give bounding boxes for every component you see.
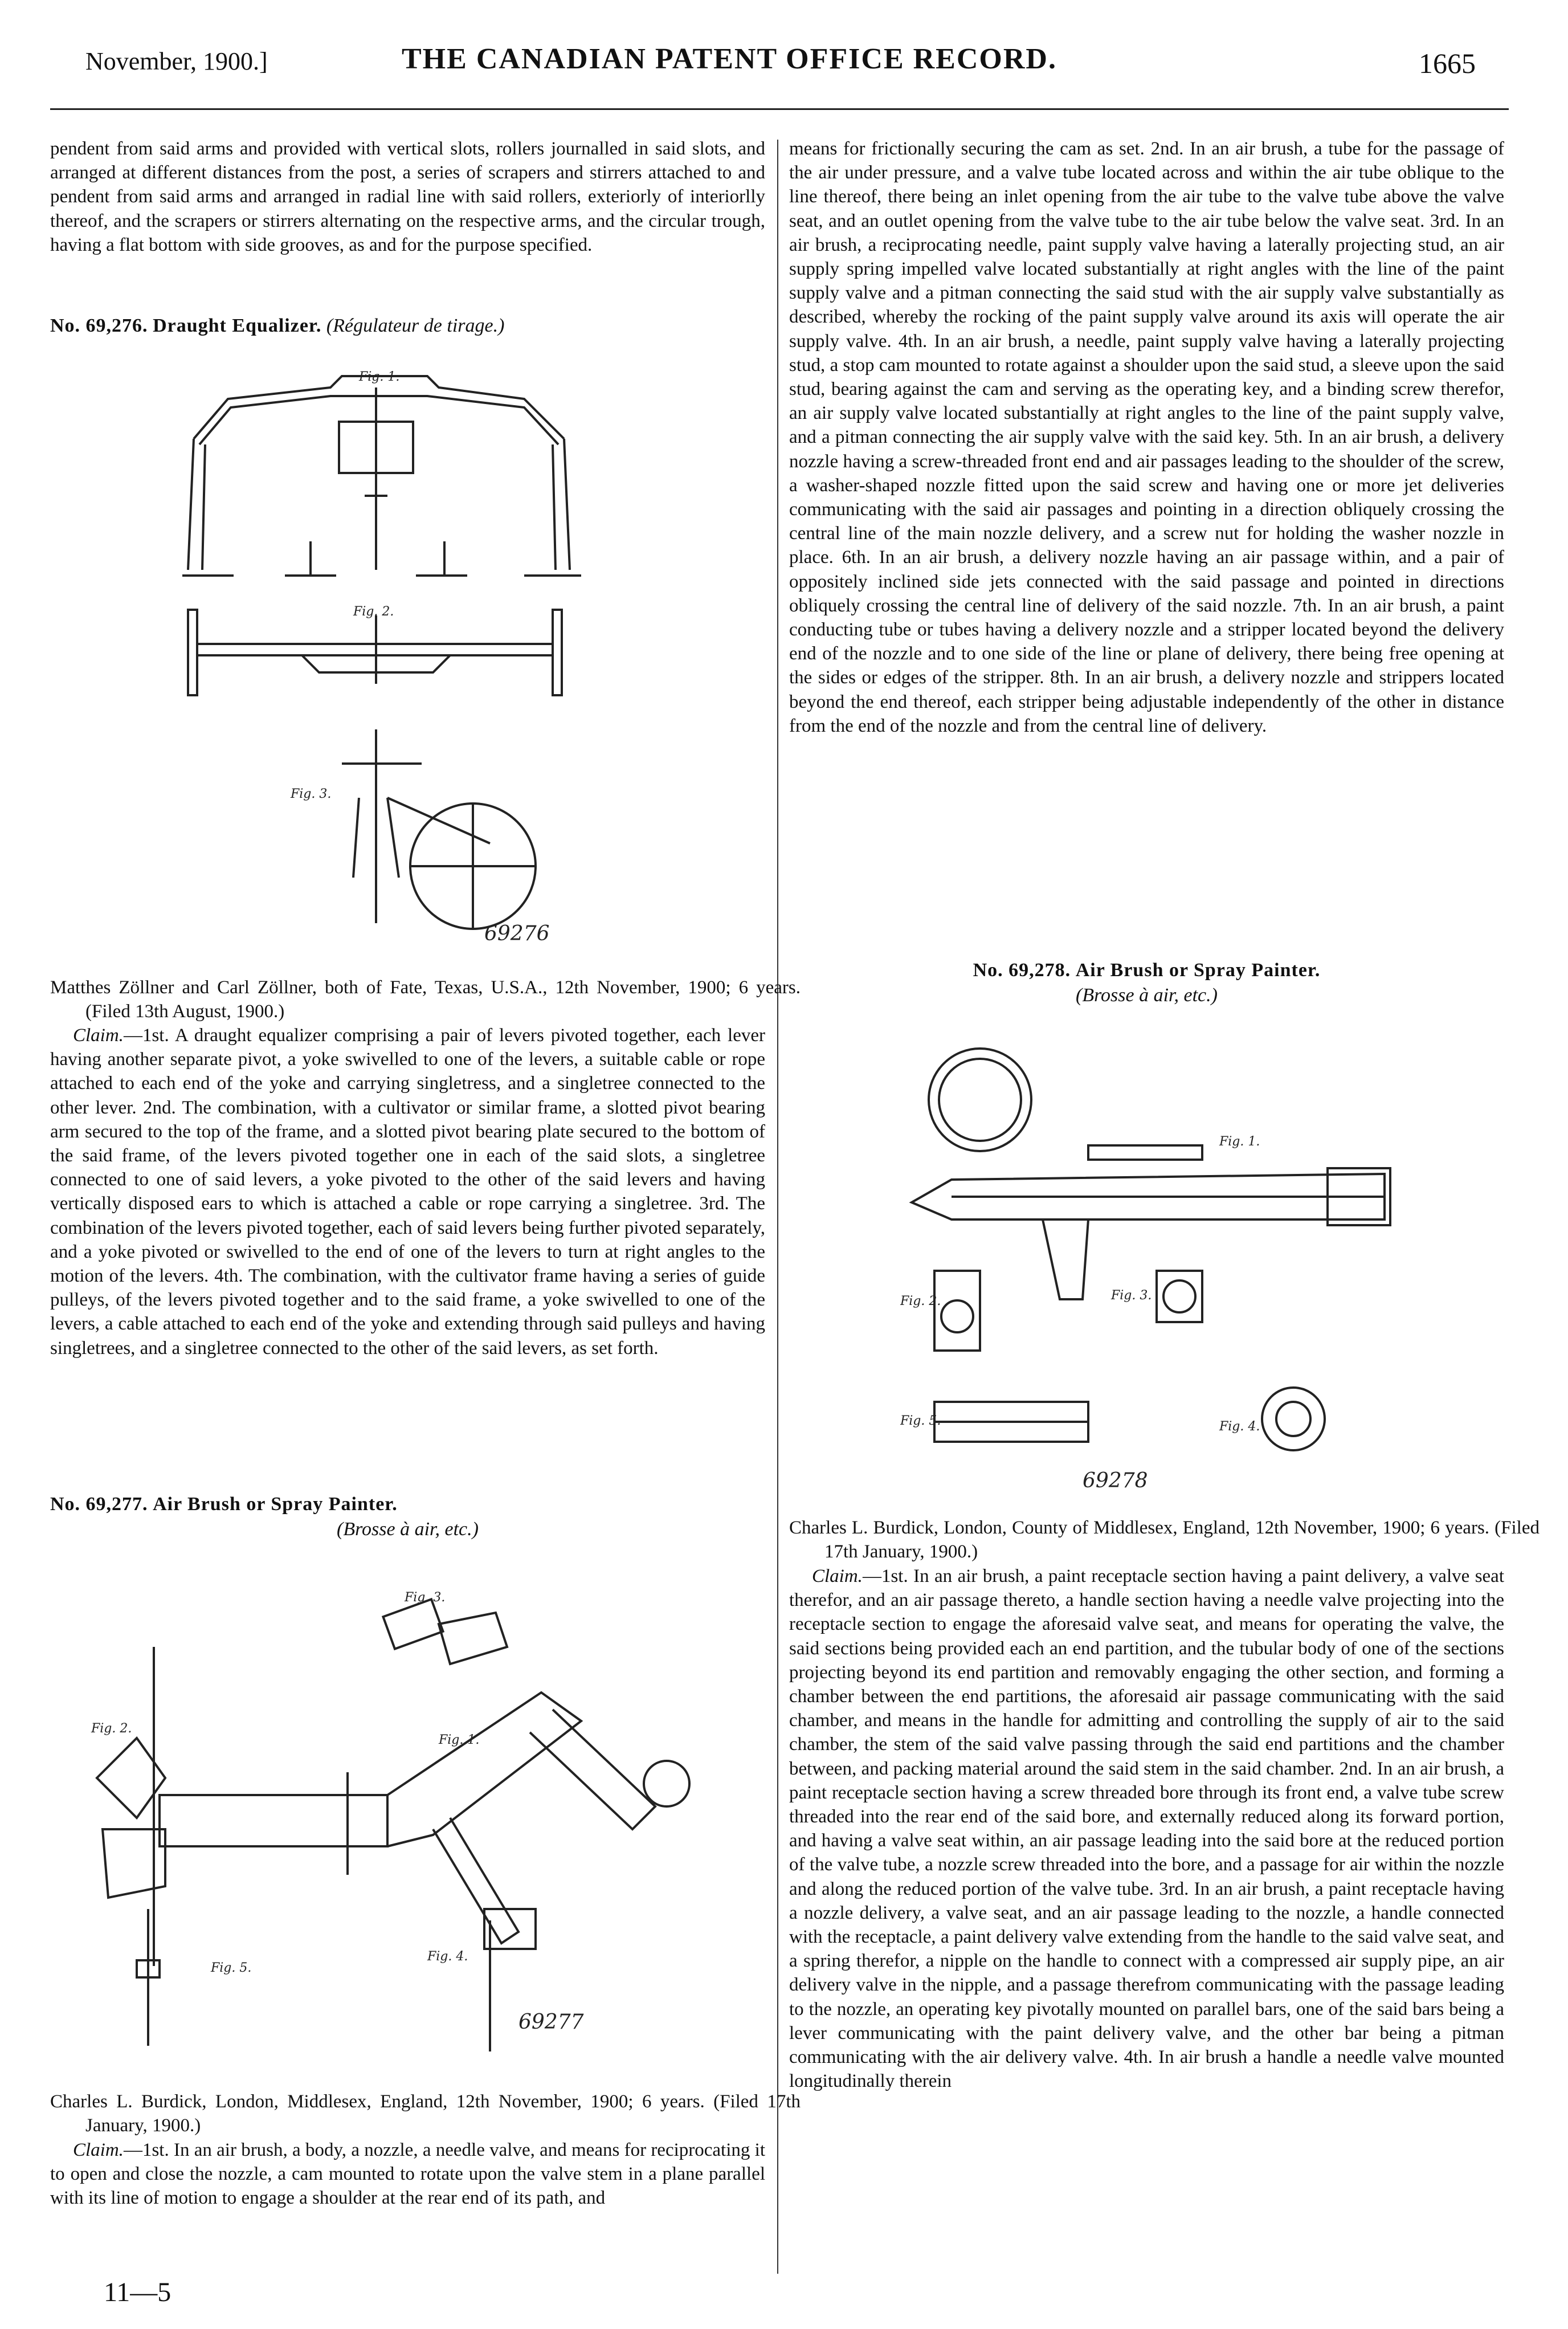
claim-label: Claim.: [73, 1025, 124, 1046]
patent-number: No. 69,277.: [50, 1494, 148, 1515]
fig-label: Fig. 4.: [1219, 1420, 1260, 1434]
claim-text: —1st. A draught equalizer comprising a pair of levers pivoted together, each lever having another separate pivot, a yoke swivelled to one of the levers, a suitable cable or rope attached to each end of the yoke and carrying singletress, and a singletree connected to the other lever. 2nd. The combination, with a cultivator or similar frame, a slotted pivot bearing arm secured to the top of the frame, and a slotted pivot bearing plate secured to the bottom of the said frame, of the levers pivoted together one in each of the said slots, a singletree connected to one of said levers, a yoke pivoted to the other of the said levers and having vertically disposed ears to which is attached a cable or rope carrying a singletree. 3rd. The combination of the levers pivoted together, each of said levers being further pivoted separately, and a yoke pivoted or swivelled to the end of one of the levers to turn at right angles to the motion of the levers. 4th. The combination, with the cultivator frame having a series of guide pulleys, of the levers pivoted together and to the said frame, a yoke swivelled to one of the levers, a cable attached to each end of the yoke and extending through said pulleys and having singletrees, and a singletree connected to the other of the said levers, as set forth.: [50, 1025, 765, 1359]
figure-caption: 69277: [518, 2010, 584, 2034]
left-continuation-text: [50, 137, 765, 257]
fig-label: Fig. 1.: [359, 370, 400, 384]
patent-69277-claim: [50, 2138, 765, 2210]
patent-title: Air Brush or Spray Painter.: [1075, 960, 1321, 981]
fig-label: Fig. 5.: [900, 1414, 941, 1428]
patent-69276-inventors: Matthes Zöllner and Carl Zöllner, both of Fate, Texas, U.S.A., 12th November, 1900; 6 years. (Filed 13th August, 1900.): [50, 977, 801, 1022]
patent-69277-inventors: Charles L. Burdick, London, Middlesex, England, 12th November, 1900; 6 years. (Filed 17th January, 1900.): [50, 2091, 801, 2136]
patent-69276-heading: [50, 315, 765, 337]
fig-label: Fig. 3.: [405, 1590, 446, 1605]
patent-number: No. 69,278.: [973, 960, 1071, 981]
patent-title: Air Brush or Spray Painter.: [153, 1494, 398, 1515]
header-date: November, 1900.]: [85, 47, 268, 75]
figure-caption: 69276: [484, 922, 550, 945]
fig-label: Fig. 3.: [291, 787, 332, 801]
draught-equalizer-figure: [171, 365, 638, 952]
patent-69278-french: [789, 984, 1504, 1007]
continuation-paragraph: means for frictionally securing the cam as set. 2nd. In an air brush, a tube for the passage of the air under pressure, and a valve tube located across and within the air tube oblique to the line thereof, there being an inlet opening from the air tube to the valve tube above the valve seat, and an outlet opening from the valve tube to the air tube below the valve seat. 3rd. In an air brush, a reciprocating needle, paint supply valve having a laterally projecting stud, an air supply spring impelled valve located substantially at right angles with the line of the paint supply valve and a pitman connecting the said stud with the air supply valve substantially as described, whereby the rocking of the paint supply valve around its axis will operate the air supply valve. 4th. In an air brush, a needle, paint supply valve having a laterally projecting stud, a stop cam mounted to rotate against a shoulder upon the said stud, a sleeve upon the said stud, bearing against the cam and serving as the operating key, and a binding screw therefor, an air supply valve located substantially at right angles to the line of the paint supply valve, and a pitman connecting the air supply valve with the said key. 5th. In an air brush, a delivery nozzle having a screw-threaded front end and air passages leading to the shoulder of the screw, a washer-shaped nozzle fitted upon the said screw and having one or more jet deliveries communicating with the said air passages and pointing in a direction obliquely crossing the central line of the main nozzle delivery, and a screw nut for holding the washer nozzle in place. 6th. In an air brush, a delivery nozzle having an air passage within, and a pair of oppositely inclined side jets connected with the said passage and pointed in directions obliquely crossing the central line of delivery of the said nozzle. 7th. In an air brush, a paint conducting tube or tubes having a delivery nozzle and a stripper located beyond the delivery end of the nozzle and to one side of the line or plane of delivery, there being free opening at the sides or edges of the stripper. 8th. In an air brush, a delivery nozzle and strippers located beyond the end thereof, each stripper being adjustable independently of the other in distance from the end of the nozzle and from the central line of delivery.: [789, 138, 1504, 736]
patent-69277-french: [50, 1518, 765, 1541]
fig-label: Fig. 1.: [1219, 1135, 1260, 1149]
air-brush-69278-figure: [900, 1031, 1402, 1499]
patent-69278-heading: [789, 959, 1504, 982]
fig-label: Fig. 3.: [1111, 1288, 1152, 1303]
air-brush-69277-figure: [85, 1590, 741, 2057]
journal-title: THE CANADIAN PATENT OFFICE RECORD.: [402, 43, 1057, 75]
column-divider: [777, 140, 778, 2274]
page-number: 1665: [1419, 47, 1476, 79]
patent-number: No. 69,276.: [50, 315, 148, 336]
claim-text: —1st. In an air brush, a body, a nozzle, a needle valve, and means for reciprocating it to open and close the nozzle, a cam mounted to rotate upon the valve stem in a plane parallel with its line of motion to engage a shoulder at the rear end of its path, and: [50, 2140, 765, 2209]
fig-label: Fig. 2.: [91, 1722, 132, 1736]
patent-69276-claim: [50, 1023, 765, 1360]
header-rule: [50, 108, 1509, 110]
patent-title: Draught Equalizer.: [153, 315, 322, 336]
air-brush-69278-drawing: [900, 1031, 1402, 1499]
patent-french-title: (Régulateur de tirage.): [326, 315, 505, 336]
patent-69278-inventors: Charles L. Burdick, London, County of Middlesex, England, 12th November, 1900; 6 years. (Filed 17th January, 1900.): [789, 1518, 1540, 1563]
claim-label: Claim.: [812, 1566, 863, 1586]
patent-french-title: (Brosse à air, etc.): [1076, 985, 1218, 1006]
fig-label: Fig. 5.: [211, 1961, 252, 1975]
fig-label: Fig. 2.: [353, 605, 394, 619]
fig-label: Fig. 1.: [439, 1733, 480, 1747]
patent-french-title: (Brosse à air, etc.): [337, 1519, 479, 1540]
signature-mark: 11—5: [104, 2277, 172, 2307]
claim-text: —1st. In an air brush, a paint receptacle section having a paint delivery, a valve seat therefor, and an air passage thereto, a handle section having a needle valve projecting into the receptacle section to engage the aforesaid valve seat, and means for operating the valve, the said sections being provided each an end partition, and the tubular body of one of the sections projecting beyond its end partition and removably engaging the other section, and forming a chamber between the end partitions, the aforesaid air passage communicating with the said chamber, and means in the handle for admitting and controlling the supply of air to the said chamber, the stem of the said valve passing through the said end partitions and the chamber between, and packing material around the said stem in the said chamber. 2nd. In an air brush, a paint receptacle section having a screw threaded bore through its front end, a valve tube screw threaded into the rear end of the said bore, and externally reduced along its forward portion, and having a valve seat within, an air passage leading into the said bore at the reduced portion of the valve tube, a nozzle screw threaded into the bore, and a passage for air within the nozzle and along the reduced portion of the valve tube. 3rd. In an air brush, a paint receptacle having a nozzle delivery, a valve seat, and an air passage leading to the nozzle, a handle connected with the receptacle, a paint delivery valve extending from the handle to the said valve seat, and a spring therefor, a nipple on the handle to connect with a compressed air supply pipe, an air delivery valve in the nipple, and a passage therefrom communicating with the passage leading to the nozzle, an operating key pivotally mounted on parallel bars, one of the said bars being a lever communicating with the paint delivery valve, and the other bar being a pitman communicating with the air delivery valve. 4th. In air brush a handle a needle valve mounted longitudinally therein: [789, 1566, 1504, 2092]
fig-label: Fig. 4.: [427, 1949, 468, 1964]
continuation-paragraph: pendent from said arms and provided with vertical slots, rollers journalled in said slots, and arranged at different distances from the post, a series of scrapers and stirrers attached to and pendent from said arms and arranged in radial line with said rollers, exteriorly of interiorlly thereof, and the scrapers or stirrers alternating on the respective arms, and the circular trough, having a flat bottom with side grooves, as and for the purpose specified.: [50, 138, 765, 255]
fig-label: Fig. 2.: [900, 1294, 941, 1308]
claim-label: Claim.: [73, 2140, 124, 2160]
patent-69277-heading: [50, 1493, 765, 1516]
draught-equalizer-drawing: [171, 365, 638, 952]
right-continuation-text: [789, 137, 1504, 738]
air-brush-69277-drawing: [85, 1590, 741, 2057]
patent-69278-claim: [789, 1564, 1504, 2093]
figure-caption: 69278: [1083, 1469, 1148, 1492]
